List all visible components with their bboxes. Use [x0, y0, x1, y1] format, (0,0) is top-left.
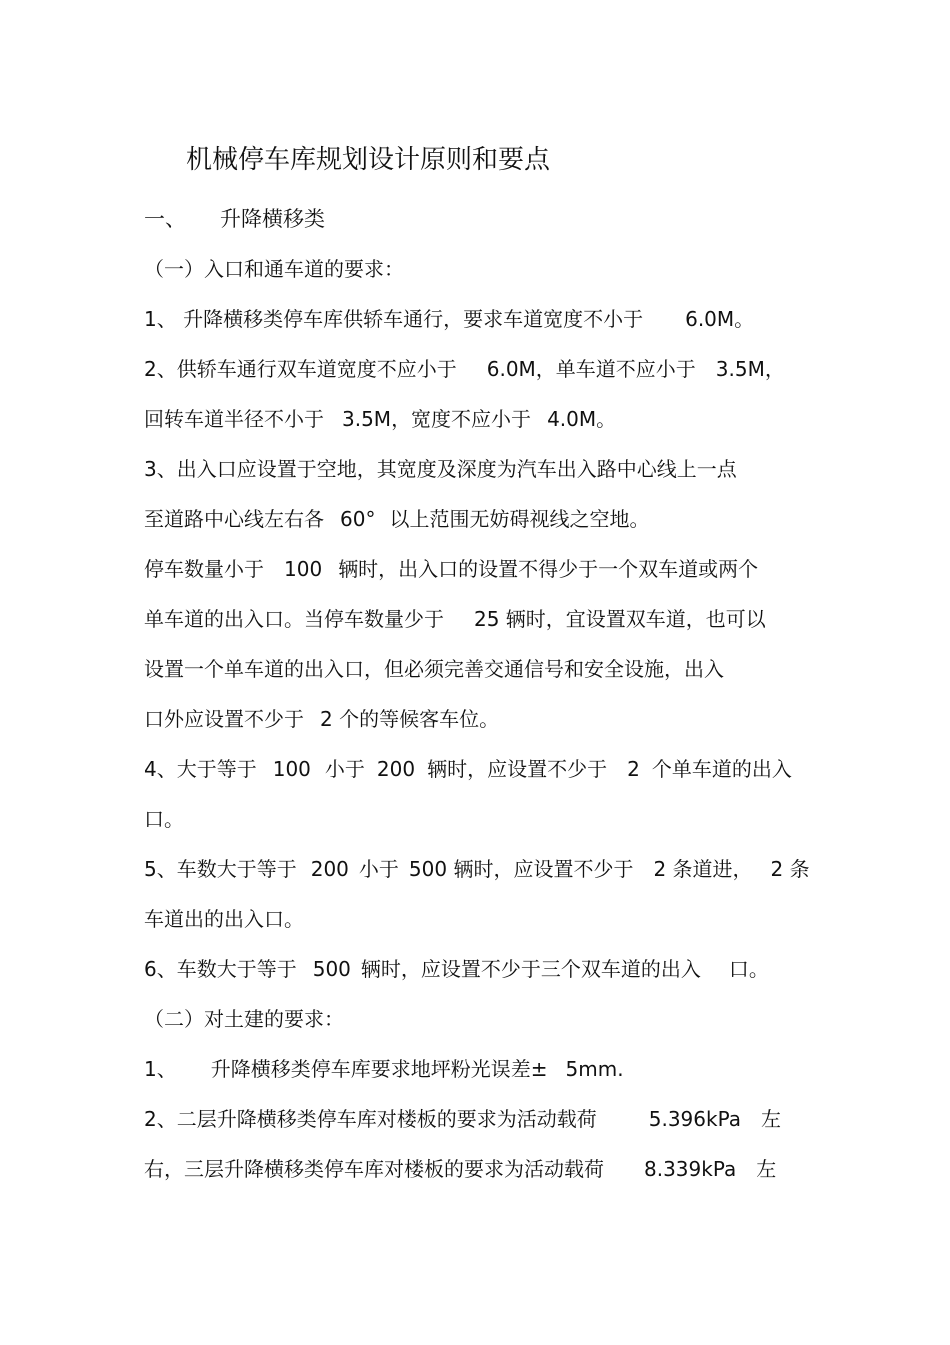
paragraph-line	[144, 854, 810, 884]
paragraph-line	[144, 404, 616, 434]
text-segment: 6.0M，单车道不应小于	[486, 357, 696, 381]
text-segment: 小于	[358, 857, 399, 881]
paragraph-line	[144, 304, 754, 334]
text-segment: 2、供轿车通行双车道宽度不应小于	[144, 357, 457, 381]
text-segment: 回转车道半径不小于	[144, 407, 324, 431]
paragraph-line	[144, 754, 792, 784]
subsection-heading-2: （二）对土建的要求：	[144, 1007, 344, 1031]
text-segment: 停车数量小于	[144, 557, 264, 581]
subsection-heading-1: （一）入口和通车道的要求：	[144, 257, 404, 281]
paragraph-line: 车道出的出入口。	[144, 907, 304, 931]
text-segment: 2 条道进，	[653, 857, 753, 881]
paragraph-line	[144, 554, 758, 584]
text-segment: 口外应设置不少于	[144, 707, 304, 731]
paragraph-line	[144, 504, 649, 534]
text-segment: 25 辆时，宜设置双车道，也可以	[474, 607, 766, 631]
paragraph-line	[144, 604, 766, 634]
text-segment: 口。	[728, 957, 769, 981]
text-segment: 左	[761, 1107, 781, 1131]
text-segment: 8.339kPa	[644, 1157, 737, 1181]
text-segment: 5mm.	[565, 1057, 624, 1081]
paragraph-line: 口。	[144, 807, 184, 831]
text-segment: 辆时，应设置不少于三个双车道的出入	[360, 957, 701, 981]
text-segment: 小于	[324, 757, 365, 781]
section-heading	[144, 204, 325, 234]
text-segment: 6、车数大于等于	[144, 957, 297, 981]
text-segment: 5、车数大于等于	[144, 857, 297, 881]
paragraph-line	[144, 1054, 624, 1084]
text-segment: 5.396kPa	[648, 1107, 741, 1131]
section-title: 升降横移类	[220, 207, 325, 231]
text-segment: 200	[376, 757, 416, 781]
paragraph-line	[144, 354, 785, 384]
text-segment: 1、 升降横移类停车库供轿车通行，要求车道宽度不小于	[144, 307, 644, 331]
text-segment: 500 辆时，应设置不少于	[408, 857, 634, 881]
text-segment: 单车道的出入口。当停车数量少于	[144, 607, 444, 631]
paragraph-line: 3、出入口应设置于空地，其宽度及深度为汽车出入路中心线上一点	[144, 457, 737, 481]
text-segment: 4.0M。	[547, 407, 617, 431]
text-segment: 1、	[144, 1057, 177, 1081]
text-segment: 6.0M。	[685, 307, 755, 331]
text-segment: 100	[272, 757, 311, 781]
text-segment: 2、二层升降横移类停车库对楼板的要求为活动载荷	[144, 1107, 597, 1131]
text-segment: 右，三层升降横移类停车库对楼板的要求为活动载荷	[144, 1157, 604, 1181]
text-segment: 60°	[340, 507, 376, 531]
paragraph-line	[144, 954, 769, 984]
text-segment: 升降横移类停车库要求地坪粉光误差±	[210, 1057, 548, 1081]
paragraph-line	[144, 1154, 776, 1184]
text-segment: 左	[756, 1157, 777, 1181]
paragraph-line	[144, 704, 499, 734]
text-segment: 以上范围无妨碍视线之空地。	[389, 507, 650, 531]
text-segment: 2 条	[770, 857, 810, 881]
text-segment: 100	[284, 557, 323, 581]
text-segment: 3.5M，	[715, 357, 785, 381]
text-segment: 至道路中心线左右各	[144, 507, 324, 531]
paragraph-line: 设置一个单车道的出入口，但必须完善交通信号和安全设施，出入	[144, 657, 724, 681]
section-number: 一、	[144, 207, 186, 231]
text-segment: 辆时，应设置不少于	[427, 757, 608, 781]
text-segment: 个单车道的出入	[651, 757, 792, 781]
text-segment: 200	[310, 857, 349, 881]
text-segment: 2	[627, 757, 640, 781]
paragraph-line	[144, 1104, 781, 1134]
document-title: 机械停车库规划设计原则和要点	[186, 145, 551, 175]
text-segment: 4、大于等于	[144, 757, 257, 781]
text-segment: 辆时，出入口的设置不得少于一个双车道或两个	[338, 557, 759, 581]
text-segment: 2 个的等候客车位。	[320, 707, 500, 731]
text-segment: 500	[312, 957, 351, 981]
text-segment: 3.5M，宽度不应小于	[342, 407, 532, 431]
